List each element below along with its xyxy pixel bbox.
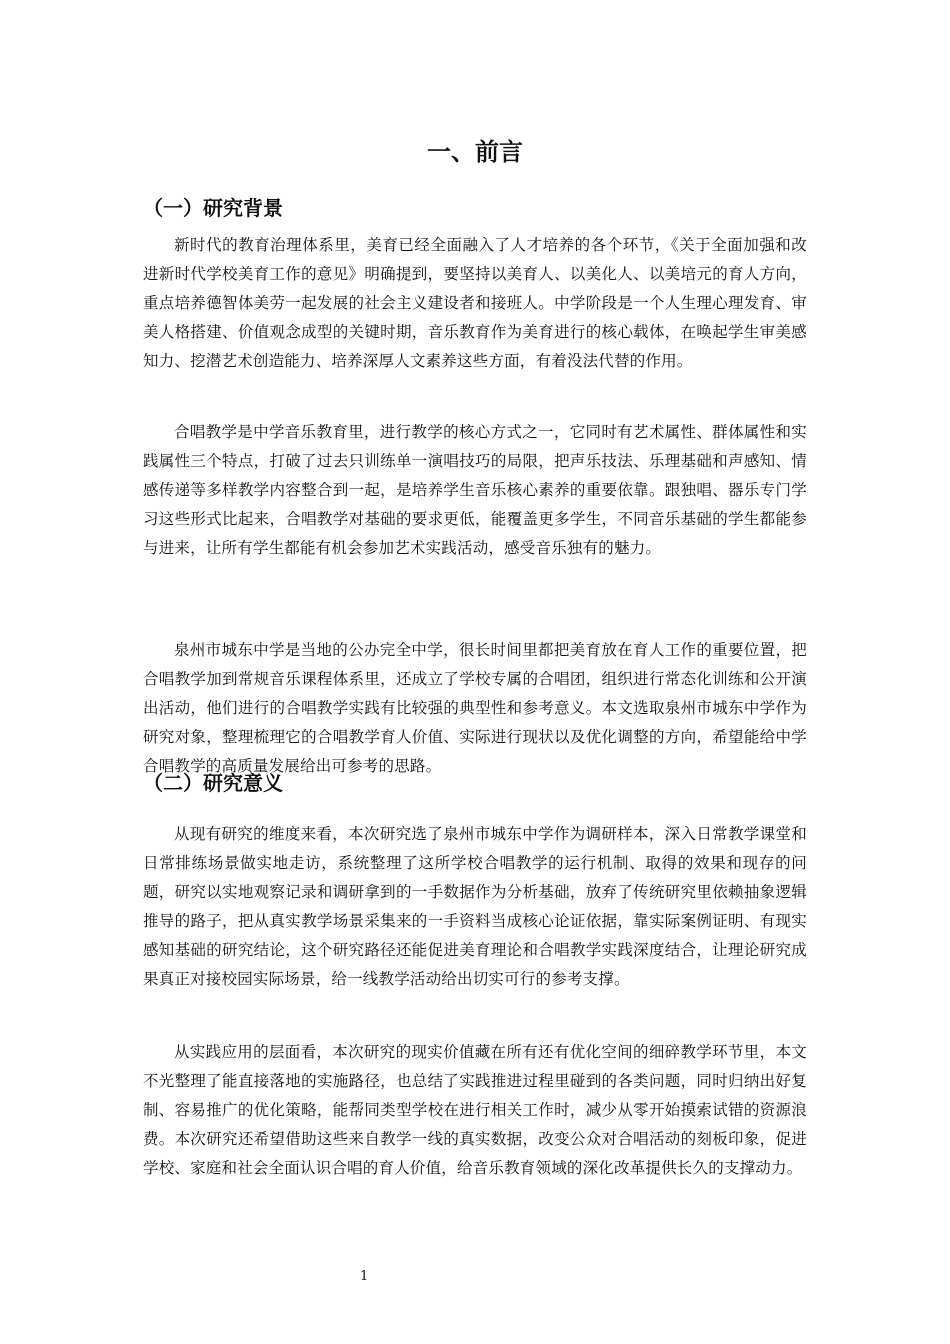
page-number-text: 1: [360, 1269, 369, 1284]
paragraph-background-2: 合唱教学是中学音乐教育里，进行教学的核心方式之一，它同时有艺术属性、群体属性和实践属性三个特点，打破了过去只训练单一演唱技巧的局限，把声乐技法、乐理基础和声感知、情感传递等多样教学内容整合到一起，是培养学生音乐核心素养的重要依靠。跟独唱、器乐专门学习这些形式比起来，合唱教学对基础的要求更低，能覆盖更多学生，不同音乐基础的学生都能参与进来，让所有学生都能有机会参加艺术实践活动，感受音乐独有的魅力。: [143, 423, 807, 557]
section-heading-background: （一）研究背景: [143, 196, 283, 220]
paragraph-significance-2: 从实践应用的层面看，本次研究的现实价值藏在所有还有优化空间的细碎教学环节里，本文不光整理了能直接落地的实施路径，也总结了实践推进过程里碰到的各类问题，同时归纳出好复制、容易推广的优化策略，能帮同类型学校在进行相关工作时，减少从零开始摸索试错的资源浪费。本次研究还希望借助这些来自教学一线的真实数据，改变公众对合唱活动的刻板印象，促进学校、家庭和社会全面认识合唱的育人价值，给音乐教育领域的深化改革提供长久的支撑动力。: [143, 1043, 807, 1177]
paragraph-background-1: 新时代的教育治理体系里，美育已经全面融入了人才培养的各个环节，《关于全面加强和改进新时代学校美育工作的意见》明确提到，要坚持以美育人、以美化人、以美培元的育人方向，重点培养德智体美劳一起发展的社会主义建设者和接班人。中学阶段是一个人生理心理发育、审美人格搭建、价值观念成型的关键时期，音乐教育作为美育进行的核心载体，在唤起学生审美感知力、挖潜艺术创造能力、培养深厚人文素养这些方面，有着没法代替的作用。: [143, 236, 807, 370]
page-title: 一、前言: [427, 138, 523, 166]
paragraph-significance-1: 从现有研究的维度来看，本次研究选了泉州市城东中学作为调研样本，深入日常教学课堂和日常排练场景做实地走访，系统整理了这所学校合唱教学的运行机制、取得的效果和现存的问题，研究以实地观察记录和调研拿到的一手数据作为分析基础，放弃了传统研究里依赖抽象逻辑推导的路子，把从真实教学场景采集来的一手资料当成核心论证依据，靠实际案例证明、有现实感知基础的研究结论，这个研究路径还能促进美育理论和合唱教学实践深度结合，让理论研究成果真正对接校园实际场景，给一线教学活动给出切实可行的参考支撑。: [143, 825, 807, 988]
section-heading-significance: （二）研究意义: [143, 771, 283, 795]
paragraph-background-3: 泉州市城东中学是当地的公办完全中学，很长时间里都把美育放在育人工作的重要位置，把合唱教学加到常规音乐课程体系里，还成立了学校专属的合唱团，组织进行常态化训练和公开演出活动，他们进行的合唱教学实践有比较强的典型性和参考意义。本文选取泉州市城东中学作为研究对象，整理梳理它的合唱教学育人价值、实际进行现状以及优化调整的方向，希望能给中学合唱教学的高质量发展给出可参考的思路。: [143, 641, 807, 775]
